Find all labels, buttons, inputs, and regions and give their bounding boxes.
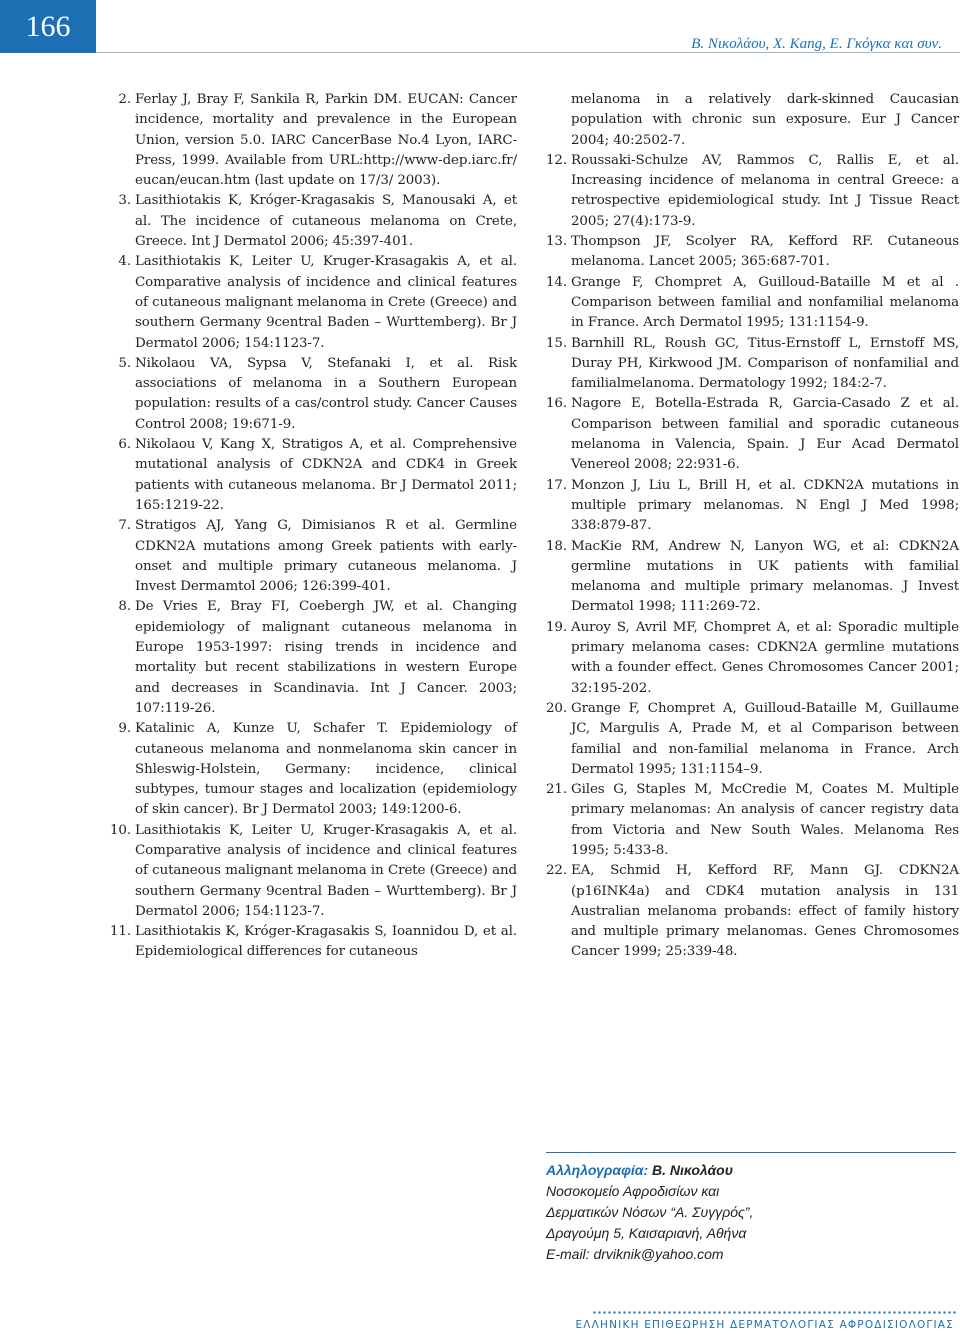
reference-text: De Vries E, Bray FI, Coebergh JW, et al. Changing epidemiology of malignant cutaneous melanoma in Europe 1953-1997: rising trends in incidence and mortality but recent stabilizations in western Europe and decreases in Scandinavia. Int J Cancer. 2003; 107:119-26. <box>135 599 517 716</box>
reference-number: 8. <box>118 599 131 615</box>
reference-number: 17. <box>546 477 567 493</box>
correspondence-rule <box>546 1152 956 1153</box>
reference-text: Grange F, Chompret A, Guilloud-Bataille M et al . Comparison between familial and nonfamilial melanoma in France. Arch Dermatol 1995; 131:1154-9. <box>571 274 959 331</box>
reference-text: Lasithiotakis K, Leiter U, Kruger-Krasagakis A, et al. Comparative analysis of incidence and clinical features of cutaneous malignant melanoma in Crete (Greece) and southern Germany 9central Baden – Wurttemberg). Br J Dermatol 2006; 154:1123-7. <box>135 822 517 919</box>
reference-item <box>543 780 959 861</box>
correspondence-label: Αλληλογραφία: <box>546 1162 649 1178</box>
reference-number: 21. <box>546 782 567 798</box>
reference-number: 2. <box>118 92 131 107</box>
reference-number: 10. <box>110 822 131 838</box>
reference-number: 5. <box>118 355 131 371</box>
reference-item <box>105 191 517 252</box>
reference-text: EA, Schmid H, Kefford RF, Mann GJ. CDKN2A (p16INK4a) and CDK4 mutation analysis in 131 Australian melanoma probands: effect of family history and multiple primary melanomas. Genes Chromosomes Cancer 1999; 25:339-48. <box>571 863 959 960</box>
reference-item <box>543 273 959 334</box>
reference-item <box>105 922 517 963</box>
reference-text: Katalinic A, Kunze U, Schafer T. Epidemiology of cutaneous melanoma and nonmelanoma skin cancer in Shleswig-Holstein, Germany: incidence, clinical subtypes, tumour stages and localization (epidemiology of skin cancer). Br J Dermatol 2003; 149:1200-6. <box>135 721 517 818</box>
references-right-column <box>543 90 959 963</box>
page-number: 166 <box>0 0 96 53</box>
reference-text: Monzon J, Liu L, Brill H, et al. CDKN2A mutations in multiple primary melanomas. N Engl J Med 1998; 338:879-87. <box>571 477 959 534</box>
reference-item <box>105 90 517 191</box>
reference-number: 18. <box>546 538 567 554</box>
reference-number: 11. <box>110 924 131 940</box>
correspondence-heading <box>546 1160 956 1181</box>
reference-number: 16. <box>546 396 567 412</box>
reference-item <box>543 476 959 537</box>
reference-text: Grange F, Chompret A, Guilloud-Bataille M, Guillaume JC, Margulis A, Prade M, et al Comparison between familial and non-familial melanoma in France. Arch Dermatol 1995; 131:1154–9. <box>571 700 959 777</box>
references-left-column <box>105 90 517 963</box>
reference-item <box>543 232 959 273</box>
reference-number: 15. <box>546 335 567 351</box>
reference-number: 19. <box>546 619 567 635</box>
reference-text: melanoma in a relatively dark-skinned Caucasian population with chronic sun exposure. Eur J Cancer 2004; 40:2502-7. <box>571 92 959 148</box>
reference-item <box>543 618 959 699</box>
reference-text: Nagore E, Botella-Estrada R, Garcia-Casado Z et al. Comparison between familial and sporadic cutaneous melanoma in Valencia, Spain. J Eur Acad Dermatol Venereol 2008; 22:931-6. <box>571 396 959 473</box>
reference-text: Lasithiotakis K, Króger-Kragasakis S, Manousaki A, et al. The incidence of cutaneous melanoma on Crete, Greece. Int J Dermatol 2006; 45:397-401. <box>135 193 517 250</box>
reference-number: 7. <box>118 518 131 534</box>
reference-number <box>543 90 571 151</box>
reference-item <box>105 597 517 719</box>
running-head: Β. Νικολάου, Χ. Kang, Ε. Γκόγκα και συν. <box>691 36 942 52</box>
correspondence-line: Δραγούμη 5, Καισαριανή, Αθήνα <box>546 1225 747 1241</box>
reference-number: 9. <box>118 721 131 737</box>
reference-text: Thompson JF, Scolyer RA, Kefford RF. Cutaneous melanoma. Lancet 2005; 365:687-701. <box>571 234 959 270</box>
reference-text: Lasithiotakis K, Leiter U, Kruger-Krasagakis A, et al. Comparative analysis of incidence and clinical features of cutaneous malignant melanoma in Crete (Greece) and southern Germany 9central Baden – Wurttemberg). Br J Dermatol 2006; 154:1123-7. <box>135 254 517 351</box>
reference-item <box>105 252 517 353</box>
reference-text: Lasithiotakis K, Króger-Kragasakis S, Ioannidou D, et al. Epidemiological differences for cutaneous <box>135 924 517 960</box>
reference-number: 3. <box>118 193 131 209</box>
reference-item <box>105 821 517 922</box>
reference-item <box>105 354 517 435</box>
reference-number: 6. <box>118 437 131 453</box>
correspondence-line: Νοσοκομείο Αφροδισίων και <box>546 1183 720 1199</box>
reference-item <box>543 90 959 151</box>
reference-item <box>105 719 517 820</box>
reference-text: Roussaki-Schulze AV, Rammos C, Rallis E, et al. Increasing incidence of melanoma in central Greece: a retrospective epidemiological study. Int J Tissue React 2005; 27(4):173-9. <box>571 152 959 229</box>
reference-text: Giles G, Staples M, McCredie M, Coates M. Multiple primary melanomas: An analysis of cancer registry data from Victoria and New South Wales. Melanoma Res 1995; 5:433-8. <box>571 782 959 858</box>
reference-item <box>543 334 959 395</box>
reference-item <box>543 151 959 232</box>
reference-text: Auroy S, Avril MF, Chompret A, et al: Sporadic multiple primary melanoma cases: CDKN2A germline mutations with a founder effect. Genes Chromosomes Cancer 2001; 32:195-202. <box>571 619 959 696</box>
footer-dotted-rule <box>592 1311 956 1314</box>
reference-text: Ferlay J, Bray F, Sankila R, Parkin DM. EUCAN: Cancer incidence, mortality and prevalence in the European Union, version 5.0. IARC CancerBase No.4 Lyon, IARC-Press, 1999. Available from URL:http://www-dep.iarc.fr/ eucan/eucan.htm (last update on 17/3/ 2003). <box>135 92 517 189</box>
reference-number: 4. <box>118 254 131 270</box>
correspondence-block <box>546 1160 956 1265</box>
reference-number: 13. <box>546 234 567 250</box>
reference-number: 12. <box>546 152 567 168</box>
footer-journal-title: ΕΛΛΗΝΙΚΗ ΕΠΙΘΕΩΡΗΣΗ ΔΕΡΜΑΤΟΛΟΓΙΑΣ ΑΦΡΟΔΙΣΙΟΛΟΓΙΑΣ <box>575 1319 954 1331</box>
reference-text: Stratigos AJ, Yang G, Dimisianos R et al. Germline CDKN2A mutations among Greek patients with early-onset and multiple primary cutaneous melanoma. J Invest Dermamtol 2006; 126:399-401. <box>135 518 517 595</box>
reference-item <box>543 537 959 618</box>
reference-item <box>543 394 959 475</box>
reference-text: Nikolaou V, Kang X, Stratigos A, et al. Comprehensive mutational analysis of CDKN2A and CDK4 in Greek patients with cutaneous melanoma. Br J Dermatol 2011; 165:1219-22. <box>135 437 517 513</box>
reference-item <box>543 699 959 780</box>
reference-number: 22. <box>546 863 567 879</box>
reference-number: 14. <box>546 274 567 290</box>
reference-text: Nikolaou VA, Sypsa V, Stefanaki I, et al. Risk associations of melanoma in a Southern European population: results of a cas/control study. Cancer Causes Control 2008; 19:671-9. <box>135 355 517 432</box>
correspondence-name: Β. Νικολάου <box>652 1162 733 1178</box>
reference-text: Barnhill RL, Roush GC, Titus-Ernstoff L, Ernstoff MS, Duray PH, Kirkwood JM. Comparison of nonfamilial and familialmelanoma. Dermatology 1992; 184:2-7. <box>571 335 959 392</box>
reference-item <box>543 861 959 962</box>
reference-item <box>105 435 517 516</box>
correspondence-line: Δερματικών Νόσων “Α. Συγγρός”, <box>546 1204 754 1220</box>
reference-number: 20. <box>546 700 567 716</box>
reference-text: MacKie RM, Andrew N, Lanyon WG, et al: CDKN2A germline mutations in UK patients with familial melanoma and multiple primary melanomas. J Invest Dermatol 1998; 111:269-72. <box>571 538 959 615</box>
reference-item <box>105 516 517 597</box>
correspondence-email: E-mail: drviknik@yahoo.com <box>546 1246 724 1262</box>
